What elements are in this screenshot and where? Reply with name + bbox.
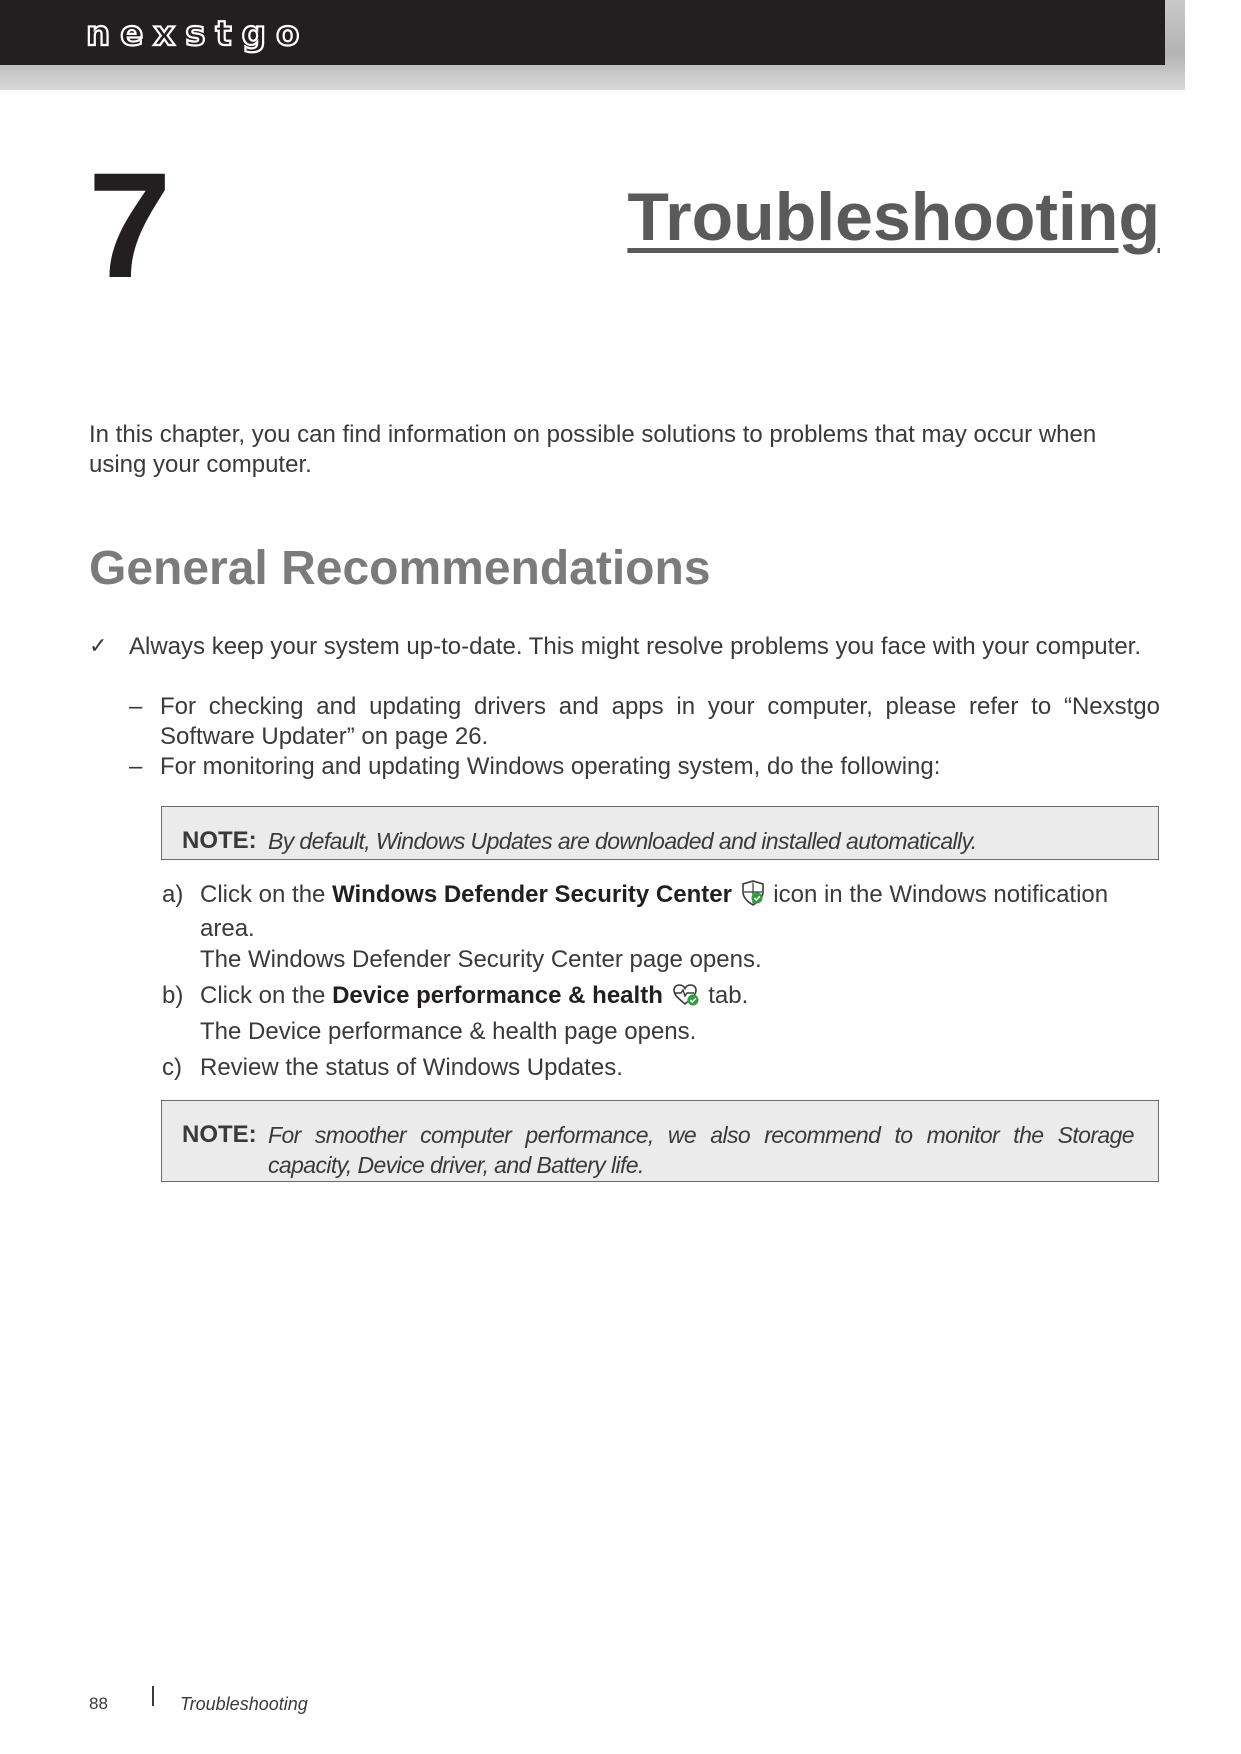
- step-text: icon in the Windows notification area.: [200, 881, 1109, 942]
- bullet-text: Always keep your system up-to-date. This might resolve problems you face with your computer.: [129, 633, 1141, 660]
- note-text: By default, Windows Updates are downloaded and installed automatically.: [268, 828, 977, 854]
- dash-item: [129, 692, 1160, 752]
- note-label: NOTE:: [182, 1121, 257, 1148]
- step-b: [162, 981, 1160, 1015]
- dash-text: For monitoring and updating Windows operating system, do the following:: [160, 753, 941, 780]
- heart-check-icon: [672, 983, 700, 1015]
- step-result: The Device performance & health page opens.: [200, 1018, 697, 1045]
- step-marker: b): [162, 982, 184, 1009]
- step-text: Click on the: [200, 881, 326, 908]
- dash-mark: –: [129, 693, 143, 720]
- dash-item: [129, 752, 1160, 782]
- chapter-title: Troubleshooting: [627, 179, 1160, 255]
- section-title: General Recommendations: [89, 542, 711, 595]
- step-bold-text: Device performance & health: [332, 982, 663, 1009]
- step-text: tab.: [708, 982, 749, 1009]
- step-marker: c): [162, 1054, 182, 1081]
- step-marker: a): [162, 881, 184, 908]
- intro-paragraph: In this chapter, you can find information on possible solutions to problems that may occur when using your computer.: [89, 421, 1097, 478]
- bullet-item: [89, 632, 1160, 662]
- shield-icon: [741, 880, 765, 914]
- page-number: 88: [89, 1694, 108, 1713]
- header-bar: [0, 0, 1165, 65]
- note-label: NOTE:: [182, 827, 257, 854]
- step-result: The Windows Defender Security Center page opens.: [200, 946, 762, 973]
- step-a: [162, 880, 1160, 944]
- step-bold-text: Windows Defender Security Center: [332, 881, 732, 908]
- note-text: For smoother computer performance, we also recommend to monitor the Storage capacity, Device driver, and Battery life.: [268, 1122, 1134, 1178]
- dash-mark: –: [129, 753, 143, 780]
- check-icon: ✓: [89, 634, 108, 659]
- step-c: [162, 1053, 1160, 1083]
- note-box: [161, 806, 1159, 860]
- step-text: Review the status of Windows Updates.: [200, 1054, 623, 1081]
- brand-logo: nexstgo: [86, 14, 310, 54]
- note-box: [161, 1100, 1159, 1182]
- dash-text: For checking and updating drivers and apps in your computer, please refer to “Nexstgo Software Updater” on page 26.: [160, 693, 1160, 750]
- step-text: Click on the: [200, 982, 326, 1009]
- footer-chapter-title: Troubleshooting: [180, 1694, 308, 1714]
- footer-separator: [152, 1686, 154, 1706]
- chapter-number: 7: [88, 141, 172, 309]
